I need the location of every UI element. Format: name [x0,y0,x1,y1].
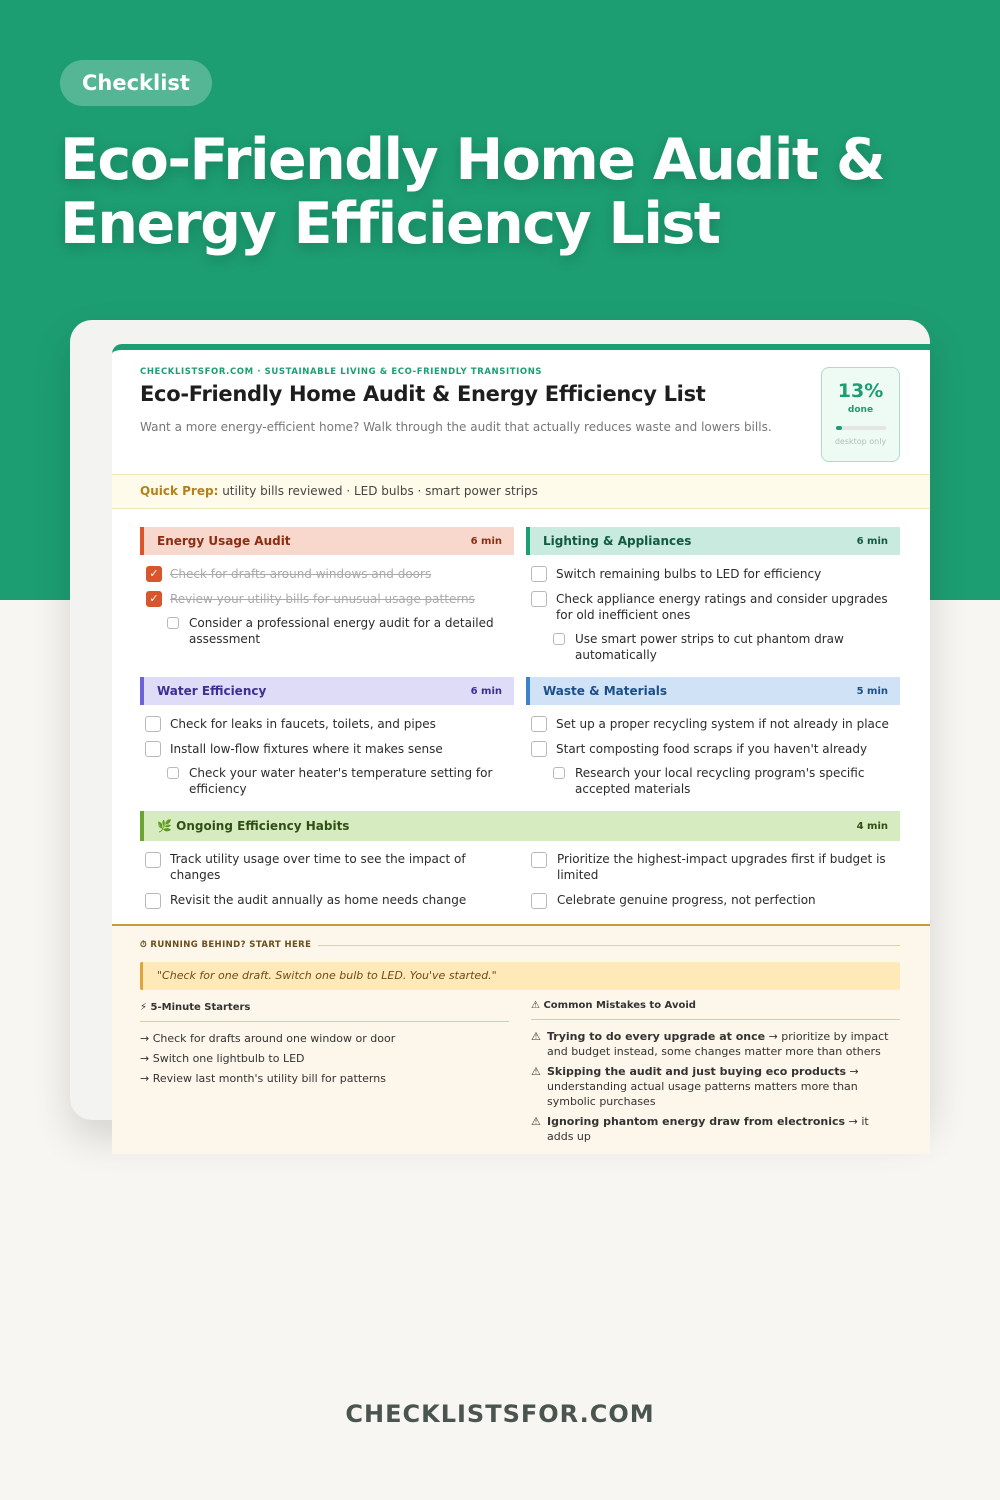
divider [140,1021,509,1022]
checklist-badge: Checklist [60,60,212,106]
section-title: Waste & Materials [543,684,668,698]
progress-note: desktop only [834,437,887,446]
item-text: Track utility usage over time to see the impact of changes [170,852,466,882]
page-subtitle: Want a more energy-efficient home? Walk through the audit that actually reduces waste and lowers bills. [140,420,772,434]
mistake-rest: → understanding actual usage patterns matters more than symbolic purchases [547,1065,859,1108]
section-time: 6 min [470,535,502,547]
progress-widget [821,367,900,462]
section-time: 5 min [856,685,888,697]
checkbox[interactable] [531,741,547,757]
section-water-efficiency [140,677,514,800]
divider [318,945,900,946]
section-header[interactable] [140,811,900,841]
item-text: Start composting food scraps if you haven't already [556,742,868,756]
section-time: 6 min [470,685,502,697]
checkbox[interactable] [553,767,565,779]
checkbox[interactable] [145,741,161,757]
hero-title [60,128,960,256]
item-text: Research your local recycling program's specific accepted materials [575,766,865,796]
checklist-item[interactable] [526,715,900,737]
starters-heading: ⚡ 5-Minute Starters [140,1002,251,1013]
starter-item: → Check for drafts around one window or door [140,1032,396,1045]
section-energy-usage-audit [140,527,514,650]
checkbox[interactable] [531,566,547,582]
checklist-item[interactable] [145,892,495,914]
mistakes-heading: ⚠ Common Mistakes to Avoid [531,1000,696,1011]
checkbox[interactable] [145,893,161,909]
mistake-bold: Ignoring phantom energy draw from electronics [547,1115,846,1128]
warning-icon: ⚠ [531,1030,541,1043]
checklist-item[interactable] [140,715,514,737]
section-header[interactable] [140,677,514,705]
item-text: Install low-flow fixtures where it makes sense [170,742,443,756]
mistake-item [531,1029,896,1058]
progress-bar-fill [836,426,843,430]
section-lighting-appliances [526,527,900,666]
section-header[interactable] [140,527,514,555]
section-title: Energy Usage Audit [157,534,291,548]
running-behind-title: ⏱ RUNNING BEHIND? START HERE [140,940,312,950]
mistake-text [547,1064,896,1109]
checkbox[interactable] [553,633,565,645]
divider [531,1019,900,1020]
checklist-item[interactable] [531,892,891,914]
footer-site-name[interactable]: CHECKLISTSFOR.COM [345,1400,655,1428]
checklist-subitem[interactable] [140,614,514,650]
running-behind-panel [112,924,930,1154]
mistake-item [531,1114,896,1143]
item-text: Revisit the audit annually as home needs change [170,893,467,907]
item-text: Check appliance energy ratings and consider upgrades for old inefficient ones [556,592,888,622]
mistake-bold: Skipping the audit and just buying eco products [547,1065,847,1078]
checklist-item[interactable] [531,851,891,887]
item-text: Check for drafts around windows and doors [170,567,432,581]
mistake-bold: Trying to do every upgrade at once [547,1030,766,1043]
encouragement-quote: "Check for one draft. Switch one bulb to LED. You've started." [140,962,900,990]
item-text: Consider a professional energy audit for a detailed assessment [189,616,494,646]
checkbox-checked[interactable]: ✓ [146,591,162,607]
section-waste-materials [526,677,900,800]
progress-bar [836,426,886,430]
checklist-subitem[interactable] [526,630,900,666]
section-time: 6 min [856,535,888,547]
checkbox[interactable] [531,893,547,909]
mistake-rest: → prioritize by impact and budget instead, some changes matter more than others [547,1030,889,1058]
section-title: Water Efficiency [157,684,267,698]
mistake-item [531,1064,896,1108]
checklist-item[interactable] [140,565,514,587]
progress-done-label: done [847,405,874,415]
checkbox[interactable] [531,716,547,732]
section-time: 4 min [856,820,888,832]
item-text: Check your water heater's temperature setting for efficiency [189,766,493,796]
quick-prep-bar [112,474,930,509]
section-title: Lighting & Appliances [543,534,692,548]
progress-percent: 13% [837,380,884,402]
checklist-card [112,344,930,1144]
section-header[interactable] [526,527,900,555]
checklist-subitem[interactable] [140,764,514,800]
checkbox[interactable] [167,617,179,629]
checkbox[interactable] [145,716,161,732]
checklist-item[interactable] [140,590,514,612]
mistake-text [547,1114,896,1144]
section-header[interactable] [526,677,900,705]
checkbox[interactable] [167,767,179,779]
item-text: Set up a proper recycling system if not already in place [556,717,889,731]
checkbox-checked[interactable]: ✓ [146,566,162,582]
checklist-item[interactable] [526,590,900,628]
warning-icon: ⚠ [531,1065,541,1078]
starter-item: → Review last month's utility bill for patterns [140,1072,386,1085]
mistake-rest: → it adds up [547,1115,869,1143]
checklist-item[interactable] [145,851,495,887]
item-text: Switch remaining bulbs to LED for efficiency [556,567,822,581]
checkbox[interactable] [145,852,161,868]
item-text: Check for leaks in faucets, toilets, and pipes [170,717,436,731]
checkbox[interactable] [531,852,547,868]
checklist-subitem[interactable] [526,764,900,800]
screenshot-frame [70,320,930,1143]
hero-title-line-1: Eco-Friendly Home Audit & [60,127,885,193]
checklist-item[interactable] [526,740,900,762]
section-title: 🌿 Ongoing Efficiency Habits [157,819,350,833]
quick-prep-text: utility bills reviewed · LED bulbs · smart power strips [222,484,538,498]
checklist-item[interactable] [140,740,514,762]
quick-prep-label: Quick Prep: [140,484,219,498]
starter-item: → Switch one lightbulb to LED [140,1052,305,1065]
mistake-text [547,1029,896,1059]
hero-title-line-2: Energy Efficiency List [60,191,720,257]
section-ongoing-habits [140,811,900,841]
checkbox[interactable] [531,591,547,607]
page-title: Eco-Friendly Home Audit & Energy Efficiency List [140,382,706,406]
checklist-item[interactable] [526,565,900,587]
item-text: Review your utility bills for unusual usage patterns [170,592,475,606]
item-text: Prioritize the highest-impact upgrades first if budget is limited [557,852,886,882]
item-text: Use smart power strips to cut phantom draw automatically [575,632,844,662]
item-text: Celebrate genuine progress, not perfection [557,893,816,907]
warning-icon: ⚠ [531,1115,541,1128]
breadcrumb[interactable]: CHECKLISTSFOR.COM · SUSTAINABLE LIVING & ECO-FRIENDLY TRANSITIONS [140,367,543,377]
